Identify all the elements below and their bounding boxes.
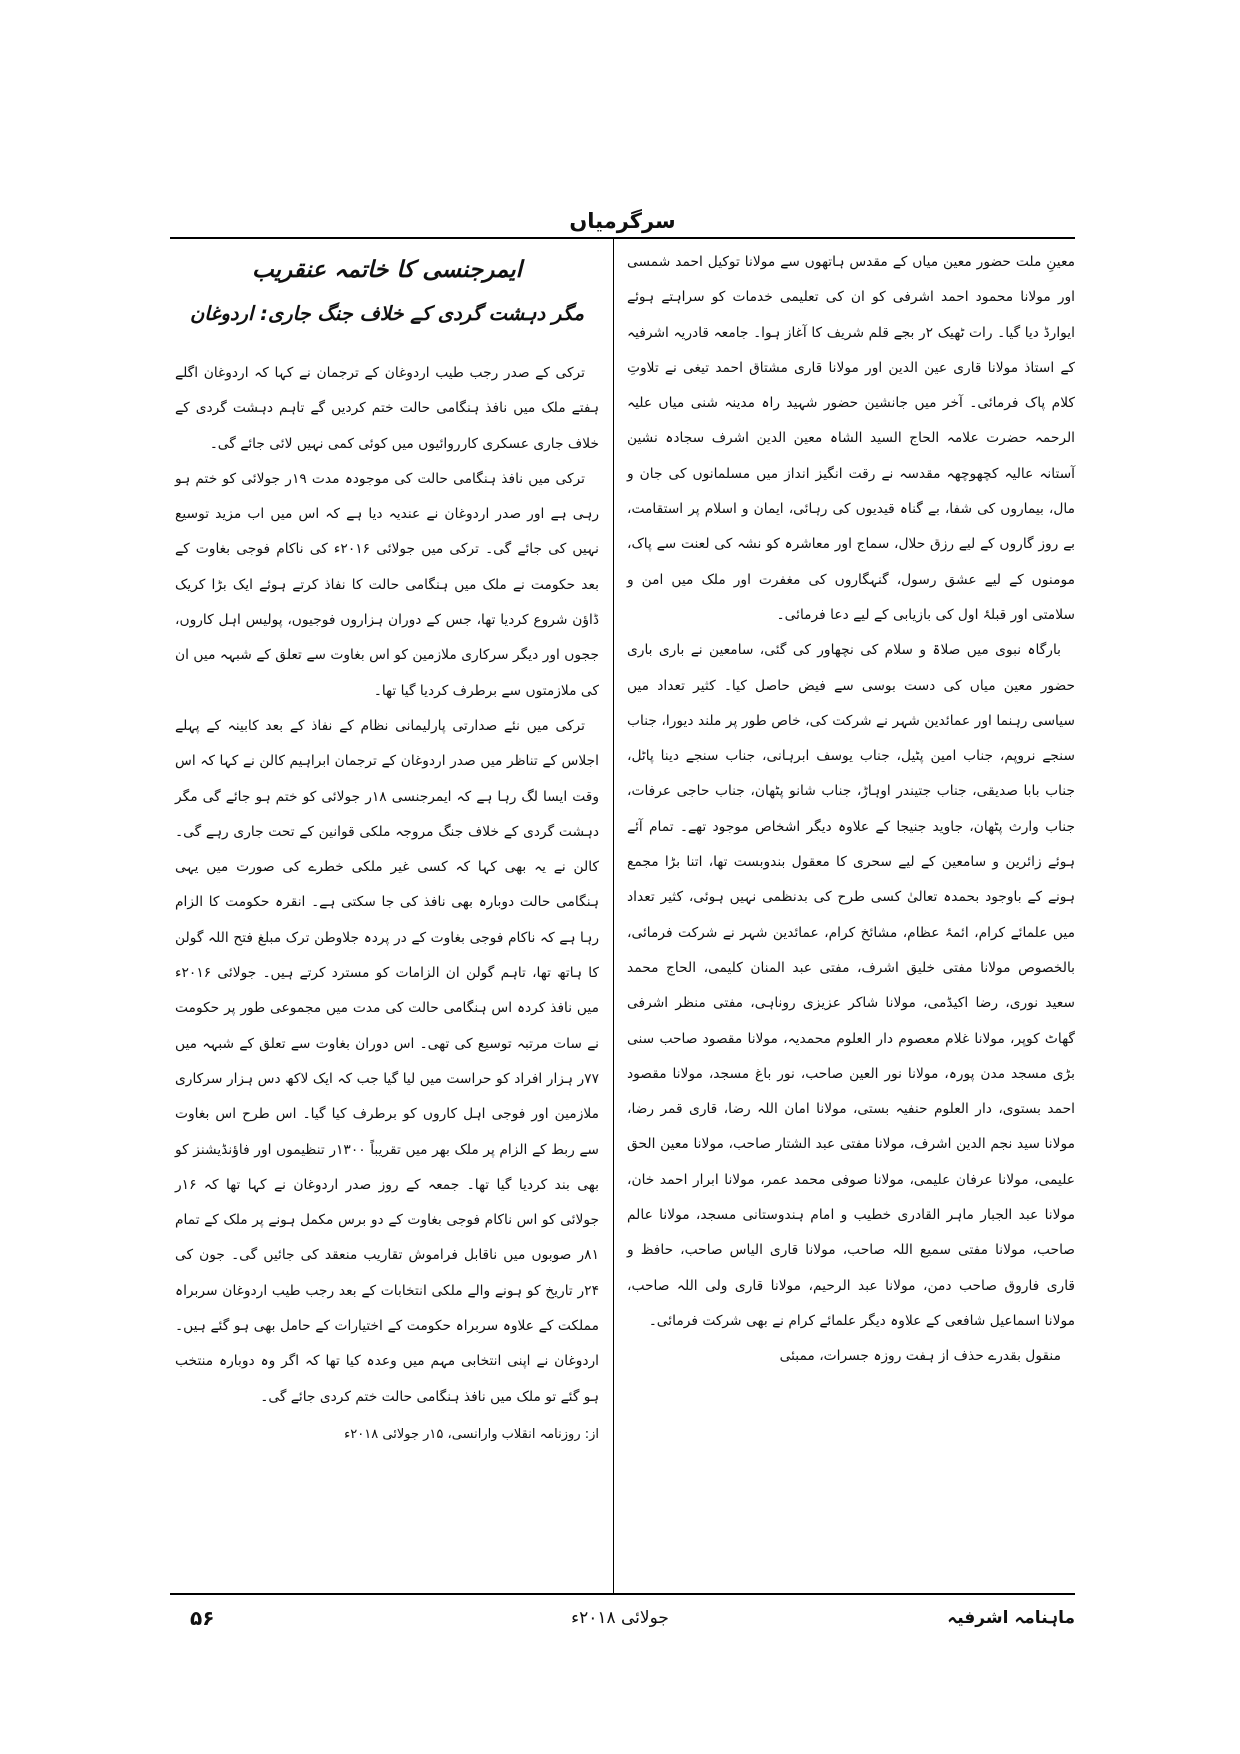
- article-left-headline: ایمرجنسی کا خاتمہ عنقریب: [252, 257, 522, 283]
- footer-rule: [170, 1593, 1075, 1595]
- article-left-subheadline: مگر دہشت گردی کے خلاف جنگ جاری: اردوغان: [189, 302, 584, 325]
- article-right-paragraph-1: معینِ ملت حضور معین میاں کے مقدس ہاتھوں سے مولانا توکیل احمد شمسی اور مولانا محمود احمد اشرفی کو ان کی تعلیمی خدمات کو سراہتے ہوئے ایوارڈ دیا گیا۔ رات ٹھیک ۲ر بجے قلم شریف کا آغاز ہوا۔ جامعہ قادریہ اشرفیہ کے استاذ مولانا قاری عین الدین اور مولانا قاری مشتاق احمد تیغی نے تلاوتِ کلام پاک فرمائی۔ آخر میں جانشین حضور شہید راہ مدینہ شنی میاں علیہ الرحمہ حضرت علامہ الحاج السید الشاہ معین الدین اشرف سجادہ نشین آستانہ عالیہ کچھوچھہ مقدسہ نے رقت انگیز انداز میں مسلمانوں کی جان و مال، بیماروں کی شفا، بے گناہ قیدیوں کی رہائی، ایمان و اسلام پر استقامت، بے روز گاروں کے لیے رزق حلال، سماج اور معاشرہ کو نشہ کی لعنت سے پاک، مومنوں کے لیے عشق رسول، گنہگاروں کی مغفرت اور ملک میں امن و سلامتی اور قبلۂ اول کی بازیابی کے لیے دعا فرمائی۔: [627, 254, 1075, 623]
- article-right-source: منقول بقدرے حذف از ہفت روزہ جسرات، ممبئی: [779, 1348, 1061, 1365]
- article-right-column: [627, 245, 1075, 1375]
- article-left-paragraph-2: ترکی میں نافذ ہنگامی حالت کی موجودہ مدت ۱۹ر جولائی کو ختم ہو رہی ہے اور صدر اردوغان نے عندیہ دیا ہے کہ اس میں اب مزید توسیع نہیں کی جائے گی۔ ترکی میں جولائی ۲۰۱۶ء کی ناکام فوجی بغاوت کے بعد حکومت نے ملک میں ہنگامی حالت کا نفاذ کرتے ہوئے ایک بڑا کریک ڈاؤن شروع کردیا تھا، جس کے دوران ہزاروں فوجیوں، پولیس اہل کاروں، ججوں اور دیگر سرکاری ملازمین کو اس بغاوت سے تعلق کے شبہہ میں ان کی ملازمتوں سے برطرف کردیا گیا تھا۔: [175, 470, 599, 699]
- article-left-paragraph-1: ترکی کے صدر رجب طیب اردوغان کے ترجمان نے کہا کہ اردوغان اگلے ہفتے ملک میں نافذ ہنگامی حالت ختم کردیں گے تاہم دہشت گردی کے خلاف جاری عسکری کارروائیوں میں کوئی کمی نہیں لائی جائے گی۔: [175, 365, 599, 452]
- section-title: سرگرمیاں: [569, 209, 676, 233]
- column-divider: [613, 238, 614, 1593]
- article-left-paragraph-3: ترکی میں نئے صدارتی پارلیمانی نظام کے نفاذ کے بعد کابینہ کے پہلے اجلاس کے تناظر میں صدر اردوغان کے ترجمان ابراہیم کالن نے کہا کہ اس وقت ایسا لگ رہا ہے کہ ایمرجنسی ۱۸ر جولائی کو ختم ہو جائے گی مگر دہشت گردی کے خلاف جنگ مروجہ ملکی قوانین کے تحت جاری رہے گی۔ کالن نے یہ بھی کہا کہ کسی غیر ملکی خطرے کی صورت میں یہی ہنگامی حالت دوبارہ بھی نافذ کی جا سکتی ہے۔ انقرہ حکومت کا الزام رہا ہے کہ ناکام فوجی بغاوت کے در پردہ جلاوطن ترک مبلغ فتح اللہ گولن کا ہاتھ تھا، تاہم گولن ان الزامات کو مسترد کرتے ہیں۔ جولائی ۲۰۱۶ء میں نافذ کردہ اس ہنگامی حالت کی مدت میں مجموعی طور پر حکومت نے سات مرتبہ توسیع کی تھی۔ اس دوران بغاوت سے تعلق کے شبہہ میں ۷۷ر ہزار افراد کو حراست میں لیا گیا جب کہ ایک لاکھ دس ہزار سرکاری ملازمین اور فوجی اہل کاروں کو برطرف کیا گیا۔ اس طرح اس بغاوت سے ربط کے الزام پر ملک بھر میں تقریباً ۱۳۰۰ر تنظیموں اور فاؤنڈیشنز کو بھی بند کردیا گیا تھا۔ جمعہ کے روز صدر اردوغان نے کہا تھا کہ ۱۶ر جولائی کو اس ناکام فوجی بغاوت کے دو برس مکمل ہونے پر ملک کے تمام ۸۱ر صوبوں میں ناقابل فراموش تقاریب منعقد کی جائیں گی۔ جون کی ۲۴ر تاریخ کو ہونے والے ملکی انتخابات کے بعد رجب طیب اردوغان سربراہ مملکت کے علاوہ سربراہ حکومت کے اختیارات کے حامل بھی ہو گئے ہیں۔ اردوغان نے اپنی انتخابی مہم میں وعدہ کیا تھا کہ اگر وہ دوبارہ منتخب ہو گئے تو ملک میں نافذ ہنگامی حالت ختم کردی جائے گی۔: [175, 717, 599, 1405]
- magazine-name: ماہنامہ اشرفیہ: [947, 1608, 1075, 1628]
- article-left-column: [175, 356, 599, 1452]
- article-left-source: از: روزنامہ انقلاب وارانسی، ۱۵ر جولائی ۲۰۱۸ء: [344, 1426, 599, 1442]
- page-number: ۵۶: [190, 1606, 215, 1630]
- header-rule: [170, 237, 1075, 239]
- issue-date: جولائی ۲۰۱۸ء: [571, 1608, 669, 1628]
- article-right-paragraph-2: بارگاہ نبوی میں صلاۃ و سلام کی نچھاور کی گئی، سامعین نے باری باری حضور معین میاں کی دست بوسی سے فیض حاصل کیا۔ کثیر تعداد میں سیاسی رہنما اور عمائدین شہر نے شرکت کی، خاص طور پر ملند دیورا، جناب سنجے نروپم، جناب امین پٹیل، جناب یوسف ابرہانی، جناب سنجے دینا پاٹل، جناب بابا صدیقی، جناب جتیندر اوہاڑ، جناب شانو پٹھان، جناب حاجی عرفات، جناب وارث پٹھان، جاوید جنیجا کے علاوہ دیگر اشخاص موجود تھے۔ تمام آئے ہوئے زائرین و سامعین کے لیے سحری کا معقول بندوبست تھا، اتنا بڑا مجمع ہونے کے باوجود بحمدہ تعالیٰ کسی طرح کی بدنظمی نہیں ہوئی، کثیر تعداد میں علمائے کرام، ائمۂ عظام، مشائخ کرام، عمائدین شہر نے شرکت فرمائی، بالخصوص مولانا مفتی خلیق اشرف، مفتی عبد المنان کلیمی، الحاج محمد سعید نوری، رضا اکیڈمی، مولانا شاکر عزیزی روناہی، مفتی منظر اشرفی گھاٹ کوپر، مولانا غلام معصوم دار العلوم محمدیہ، مولانا مقصود صاحب سنی بڑی مسجد مدن پورہ، مولانا نور العین صاحب، نور باغ مسجد، مولانا مقصود احمد بستوی، دار العلوم حنفیہ بستی، مولانا امان اللہ رضا، قاری قمر رضا، مولانا سید نجم الدین اشرف، مولانا مفتی عبد الشتار صاحب، مولانا معین الحق علیمی، مولانا عرفان علیمی، مولانا صوفی محمد عمر، مولانا ابرار احمد خان، مولانا عبد الجبار ماہر القادری خطیب و امام ہندوستانی مسجد، مولانا عالم صاحب، مولانا مفتی سمیع اللہ صاحب، مولانا قاری الیاس صاحب، حافظ و قاری فاروق صاحب دمن، مولانا عبد الرحیم، مولانا قاری ولی اللہ صاحب، مولانا اسماعیل شافعی کے علاوہ دیگر علمائے کرام نے بھی شرکت فرمائی۔: [627, 642, 1075, 1329]
